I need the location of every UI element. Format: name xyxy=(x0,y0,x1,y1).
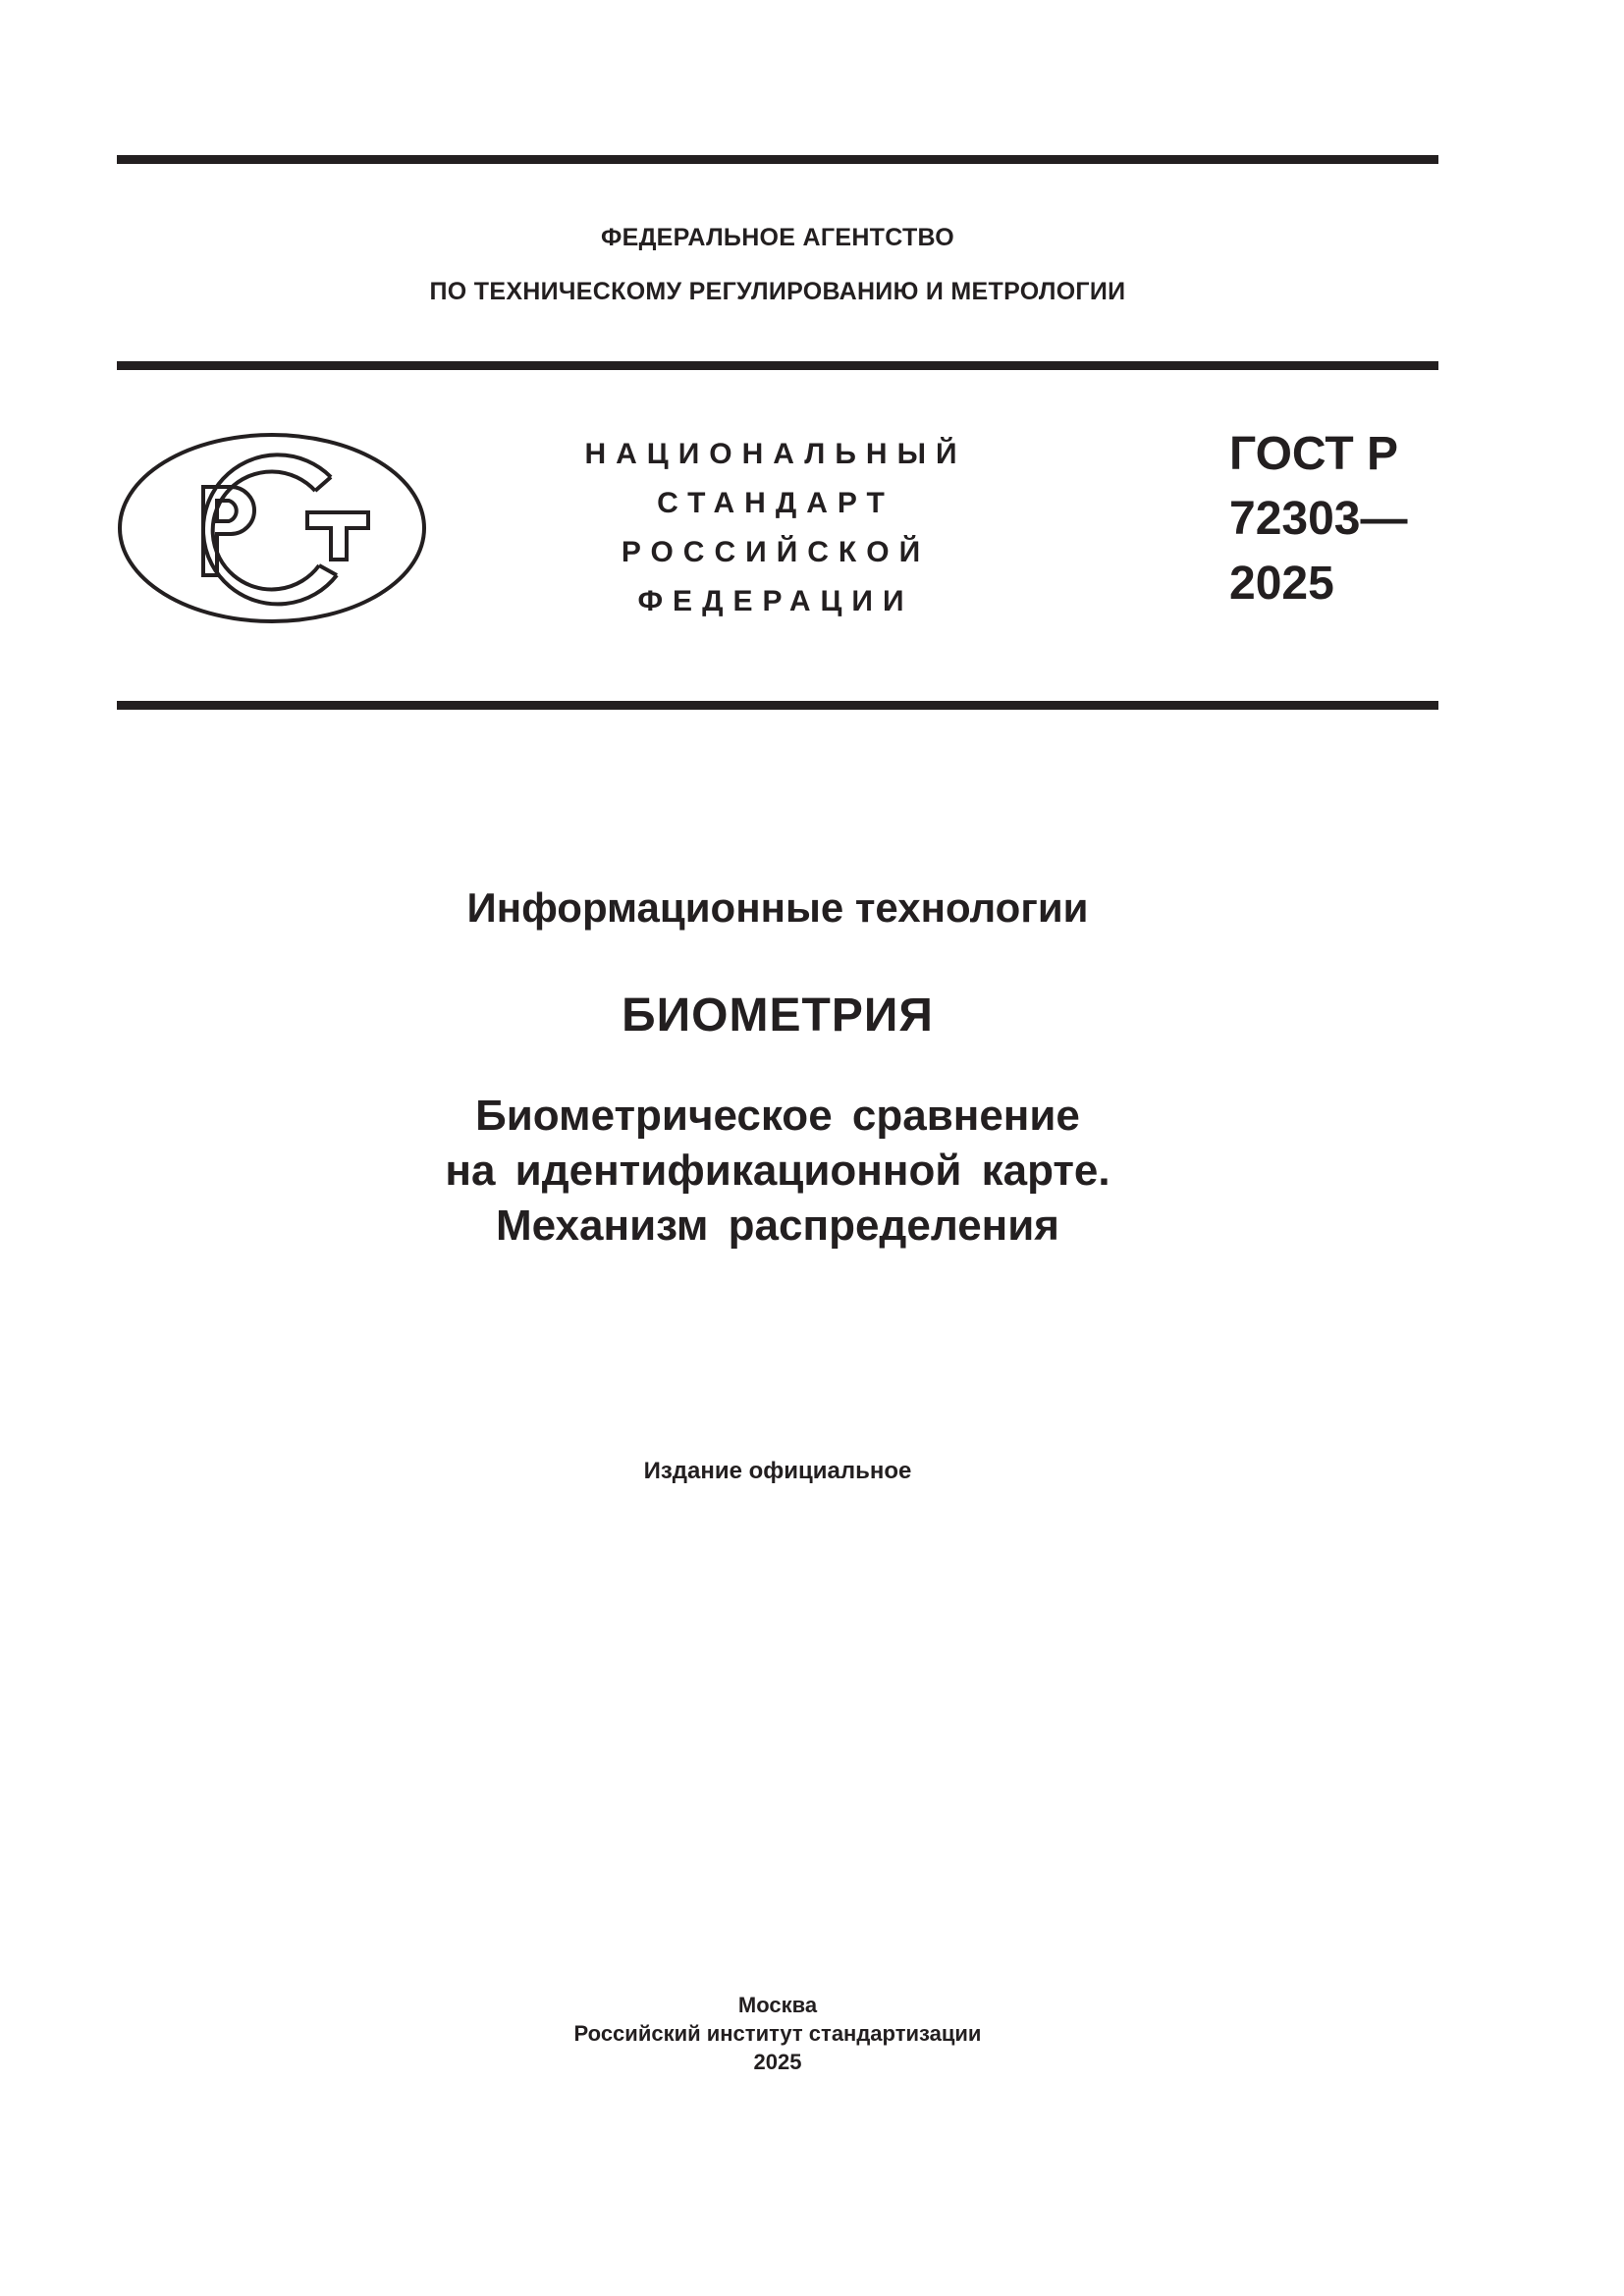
national-standard-line-2: СТАНДАРТ xyxy=(657,487,894,519)
subtitle-line-3: Механизм распределения xyxy=(496,1201,1059,1250)
top-rule xyxy=(117,155,1438,164)
rst-conformity-mark-icon xyxy=(115,430,429,626)
middle-rule xyxy=(117,361,1438,370)
edition-note: Издание официальное xyxy=(643,1458,912,1484)
designation-line-1: ГОСТ Р xyxy=(1229,428,1399,480)
bottom-rule xyxy=(117,701,1438,710)
designation-line-3: 2025 xyxy=(1229,558,1334,610)
subject-heading: Информационные технологии xyxy=(466,884,1089,931)
standard-designation xyxy=(1229,422,1407,616)
imprint-year: 2025 xyxy=(753,2050,802,2074)
imprint-publisher: Российский институт стандартизации xyxy=(573,2021,982,2046)
designation-line-2: 72303— xyxy=(1229,493,1408,545)
national-standard-line-3: РОССИЙСКОЙ xyxy=(621,536,931,568)
national-standard-line-1: НАЦИОНАЛЬНЫЙ xyxy=(584,438,967,470)
imprint xyxy=(117,1991,1438,2076)
agency-name-line-2: ПО ТЕХНИЧЕСКОМУ РЕГУЛИРОВАНИЮ И МЕТРОЛОГИИ xyxy=(429,278,1126,305)
national-standard-line-4: ФЕДЕРАЦИИ xyxy=(637,585,914,617)
agency-name-line-1: ФЕДЕРАЛЬНОЕ АГЕНТСТВО xyxy=(600,224,955,251)
subtitle-line-2: на идентификационной карте. xyxy=(445,1147,1110,1195)
national-standard-label xyxy=(550,430,1001,626)
imprint-city: Москва xyxy=(737,1993,818,2017)
subtitle-line-1: Биометрическое сравнение xyxy=(475,1092,1080,1140)
subtitle xyxy=(117,1089,1438,1254)
main-title: БИОМЕТРИЯ xyxy=(622,989,934,1041)
